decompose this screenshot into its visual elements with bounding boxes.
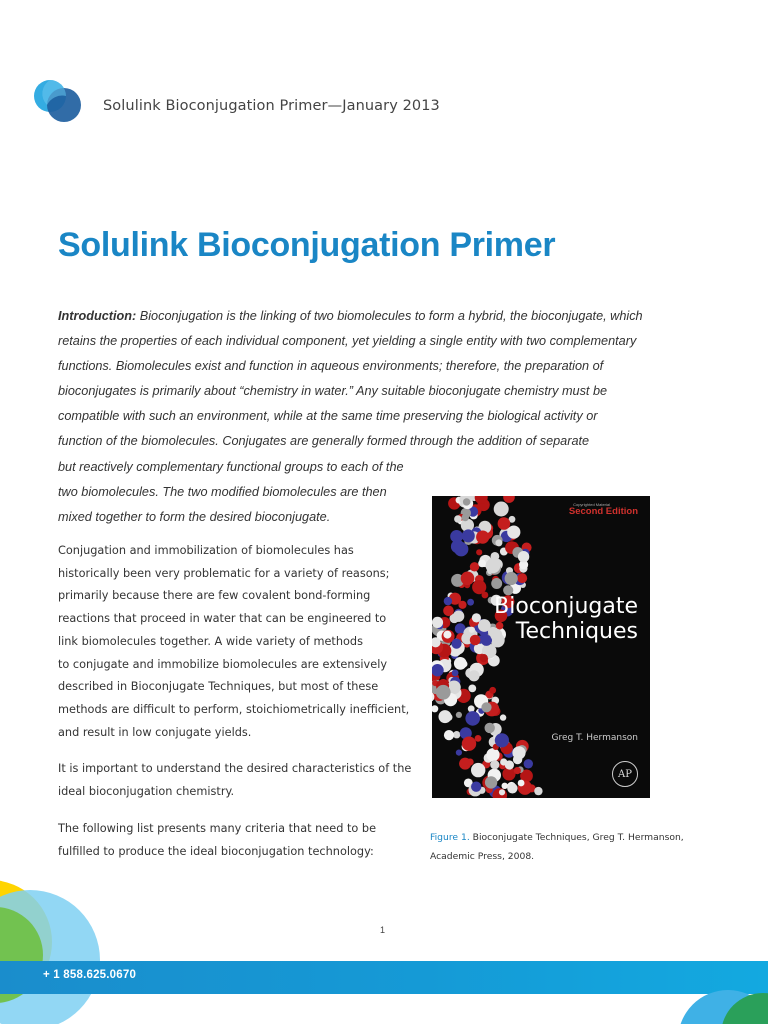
intro-line: compatible with such an environment, while at the same time preserving the biological activity or	[58, 409, 598, 424]
atom-sphere	[478, 619, 491, 632]
book-title-line: Bioconjugate	[494, 594, 638, 619]
paragraph-line: methods are difficult to perform, stoichiometrically inefficient,	[58, 702, 410, 716]
academic-press-logo-icon: AP	[612, 761, 638, 787]
molecule-illustration	[432, 496, 650, 798]
body-paragraph-criteria	[58, 818, 376, 863]
paragraph-line: It is important to understand the desired characteristics of the	[58, 762, 412, 775]
figure-caption	[430, 828, 684, 866]
atom-sphere	[436, 685, 451, 700]
atom-sphere	[481, 702, 491, 712]
intro-line: but reactively complementary functional groups to each of the	[58, 459, 404, 474]
atom-sphere	[462, 514, 469, 521]
atom-sphere	[462, 737, 476, 751]
book-author: Greg T. Hermanson	[551, 733, 638, 743]
atom-sphere	[471, 782, 481, 792]
atom-sphere	[507, 526, 520, 539]
intro-lead: Introduction:	[58, 309, 137, 323]
atom-sphere	[467, 759, 474, 766]
book-copyright: Copyrighted Material	[573, 502, 610, 507]
atom-sphere	[469, 627, 475, 633]
atom-sphere	[482, 592, 489, 599]
atom-sphere	[472, 613, 481, 622]
atom-sphere	[498, 517, 511, 530]
atom-sphere	[470, 562, 479, 571]
footer-phone: + 1 858.625.0670	[43, 969, 137, 981]
intro-line: mixed together to form the desired bioconjugate.	[58, 509, 331, 524]
atom-sphere	[485, 723, 495, 733]
page-number: 1	[380, 925, 386, 935]
solulink-logo-icon	[30, 78, 86, 126]
caption-text: Bioconjugate Techniques, Greg T. Hermanson,	[469, 832, 684, 843]
atom-sphere	[500, 714, 506, 720]
atom-sphere	[476, 549, 482, 555]
caption-text: Academic Press, 2008.	[430, 851, 535, 862]
atom-sphere	[476, 531, 489, 544]
atom-sphere	[534, 787, 542, 795]
paragraph-line: Conjugation and immobilization of biomolecules has	[58, 544, 354, 557]
atom-sphere	[524, 759, 533, 768]
paragraph-line: The following list presents many criteria that need to be	[58, 822, 377, 835]
atom-sphere	[495, 539, 502, 546]
atom-sphere	[517, 573, 527, 583]
atom-sphere	[505, 572, 518, 585]
atom-sphere	[452, 670, 459, 677]
atom-sphere	[518, 780, 525, 787]
atom-sphere	[491, 578, 502, 589]
paragraph-line: historically been very problematic for a variety of reasons;	[58, 566, 390, 580]
atom-sphere	[454, 657, 467, 670]
atom-sphere	[456, 750, 462, 756]
atom-sphere	[494, 502, 509, 517]
atom-sphere	[490, 760, 499, 769]
atom-sphere	[486, 748, 499, 761]
atom-sphere	[499, 789, 505, 795]
atom-sphere	[503, 496, 515, 503]
paragraph-line: primarily because there are few covalent bond-forming	[58, 589, 371, 603]
page-title: Solulink Bioconjugation Primer	[58, 226, 556, 264]
atom-sphere	[507, 783, 517, 793]
atom-sphere	[456, 712, 462, 718]
atom-sphere	[518, 551, 529, 562]
atom-sphere	[468, 685, 476, 693]
running-header: Solulink Bioconjugation Primer—January 2013	[103, 98, 440, 114]
atom-sphere	[502, 783, 508, 789]
atom-sphere	[453, 611, 464, 622]
atom-sphere	[489, 687, 496, 694]
atom-sphere	[439, 710, 452, 723]
atom-sphere	[432, 617, 443, 628]
body-paragraph-characteristics	[58, 758, 411, 803]
atom-sphere	[481, 635, 492, 646]
atom-sphere	[461, 572, 475, 586]
intro-line: two biomolecules. The two modified biomolecules are then	[58, 484, 387, 499]
paragraph-line: to conjugate and immobilize biomolecules are extensively	[58, 657, 388, 671]
atom-sphere	[486, 558, 501, 573]
atom-sphere	[444, 597, 452, 605]
atom-sphere	[512, 746, 525, 759]
book-title	[494, 594, 638, 644]
intro-line: function of the biomolecules. Conjugates are generally formed through the addition of separate	[58, 434, 590, 449]
figure-label: Figure 1.	[430, 832, 470, 843]
atom-sphere	[478, 560, 486, 568]
book-title-line: Techniques	[515, 619, 638, 644]
atom-sphere	[454, 515, 462, 523]
atom-sphere	[451, 639, 461, 649]
atom-sphere	[514, 767, 521, 774]
intro-line: functions. Biomolecules exist and function in aqueous environments; therefore, the preparation of	[58, 359, 604, 374]
book-cover-image	[432, 496, 650, 798]
atom-sphere	[443, 606, 454, 617]
footer-bar	[0, 961, 768, 994]
intro-line: Bioconjugation is the linking of two biomolecules to form a hybrid, the bioconjugate, which	[136, 309, 643, 323]
atom-sphere	[475, 735, 482, 742]
atom-sphere	[495, 733, 509, 747]
atom-sphere	[462, 529, 475, 542]
book-edition: Second Edition	[568, 506, 638, 517]
body-paragraph-conjugation	[58, 540, 409, 744]
intro-line: bioconjugates is primarily about “chemistry in water.” Any suitable bioconjugate chemistry must be	[58, 384, 608, 399]
decorative-circles-icon	[0, 860, 110, 1024]
paragraph-line: reactions that proceed in water that can be engineered to	[58, 612, 387, 626]
atom-sphere	[444, 730, 454, 740]
paragraph-line: link biomolecules together. A wide variety of methods	[58, 634, 363, 648]
atom-sphere	[465, 711, 480, 726]
intro-line: retains the properties of each individual component, yet yielding a single entity with two complementary	[58, 334, 637, 349]
atom-sphere	[453, 731, 460, 738]
paragraph-line: fulfilled to produce the ideal bioconjugation technology:	[58, 844, 374, 858]
atom-sphere	[468, 670, 479, 681]
paragraph-line: described in Bioconjugate Techniques, but most of these	[58, 680, 379, 694]
atom-sphere	[463, 498, 470, 505]
atom-sphere	[432, 705, 438, 712]
atom-sphere	[480, 654, 488, 662]
atom-sphere	[467, 599, 474, 606]
atom-sphere	[450, 530, 463, 543]
decorative-circles-icon	[668, 980, 768, 1024]
atom-sphere	[485, 776, 497, 788]
atom-sphere	[500, 758, 507, 765]
atom-sphere	[443, 631, 451, 639]
paragraph-line: ideal bioconjugation chemistry.	[58, 784, 235, 798]
paragraph-line: and result in low conjugate yields.	[58, 725, 252, 739]
atom-sphere	[470, 635, 481, 646]
atom-sphere	[471, 763, 485, 777]
